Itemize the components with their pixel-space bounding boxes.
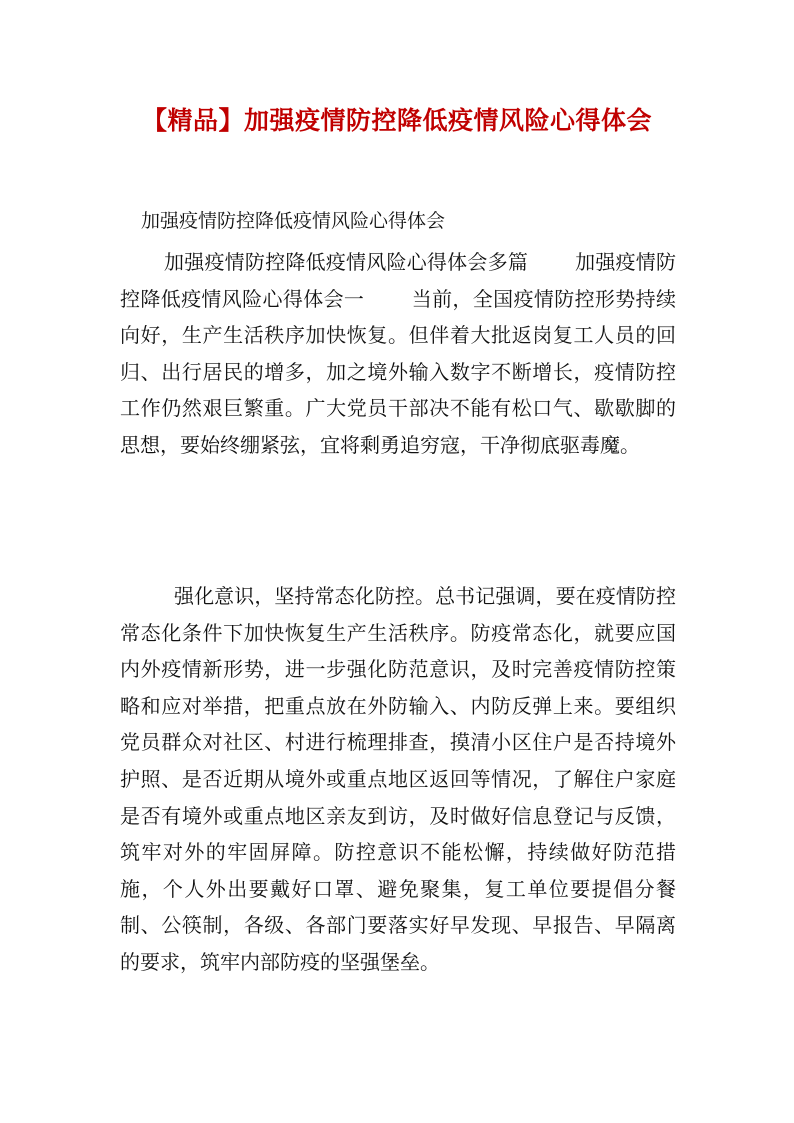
paragraph-1: 加强疫情防控降低疫情风险心得体会多篇 加强疫情防控降低疫情风险心得体会一 当前，全国疫情防控形势持续向好，生产生活秩序加快恢复。但伴着大批返岗复工人员的回归、出行居民的增多，加之境外输入数字不断增长，疫情防控工作仍然艰巨繁重。广大党员干部决不能有松口气、歇歇脚的思想，要始终绷紧弦，宜将剩勇追穷寇，干净彻底驱毒魔。 <box>120 250 676 457</box>
document-subtitle: 加强疫情防控降低疫情风险心得体会 <box>141 210 446 232</box>
paragraph-2: 强化意识，坚持常态化防控。总书记强调，要在疫情防控常态化条件下加快恢复生产生活秩序。防疫常态化，就要应国内外疫情新形势，进一步强化防范意识，及时完善疫情防控策略和应对举措，把重点放在外防输入、内防反弹上来。要组织党员群众对社区、村进行梳理排查，摸清小区住户是否持境外护照、是否近期从境外或重点地区返回等情况，了解住户家庭是否有境外或重点地区亲友到访，及时做好信息登记与反馈，筑牢对外的牢固屏障。防控意识不能松懈，持续做好防范措施，个人外出要戴好口罩、避免聚集，复工单位要提倡分餐制、公筷制，各级、各部门要落实好早发现、早报告、早隔离的要求，筑牢内部防疫的坚强堡垒。 <box>120 584 676 974</box>
document-title: 【精品】加强疫情防控降低疫情风险心得体会 <box>141 106 652 135</box>
